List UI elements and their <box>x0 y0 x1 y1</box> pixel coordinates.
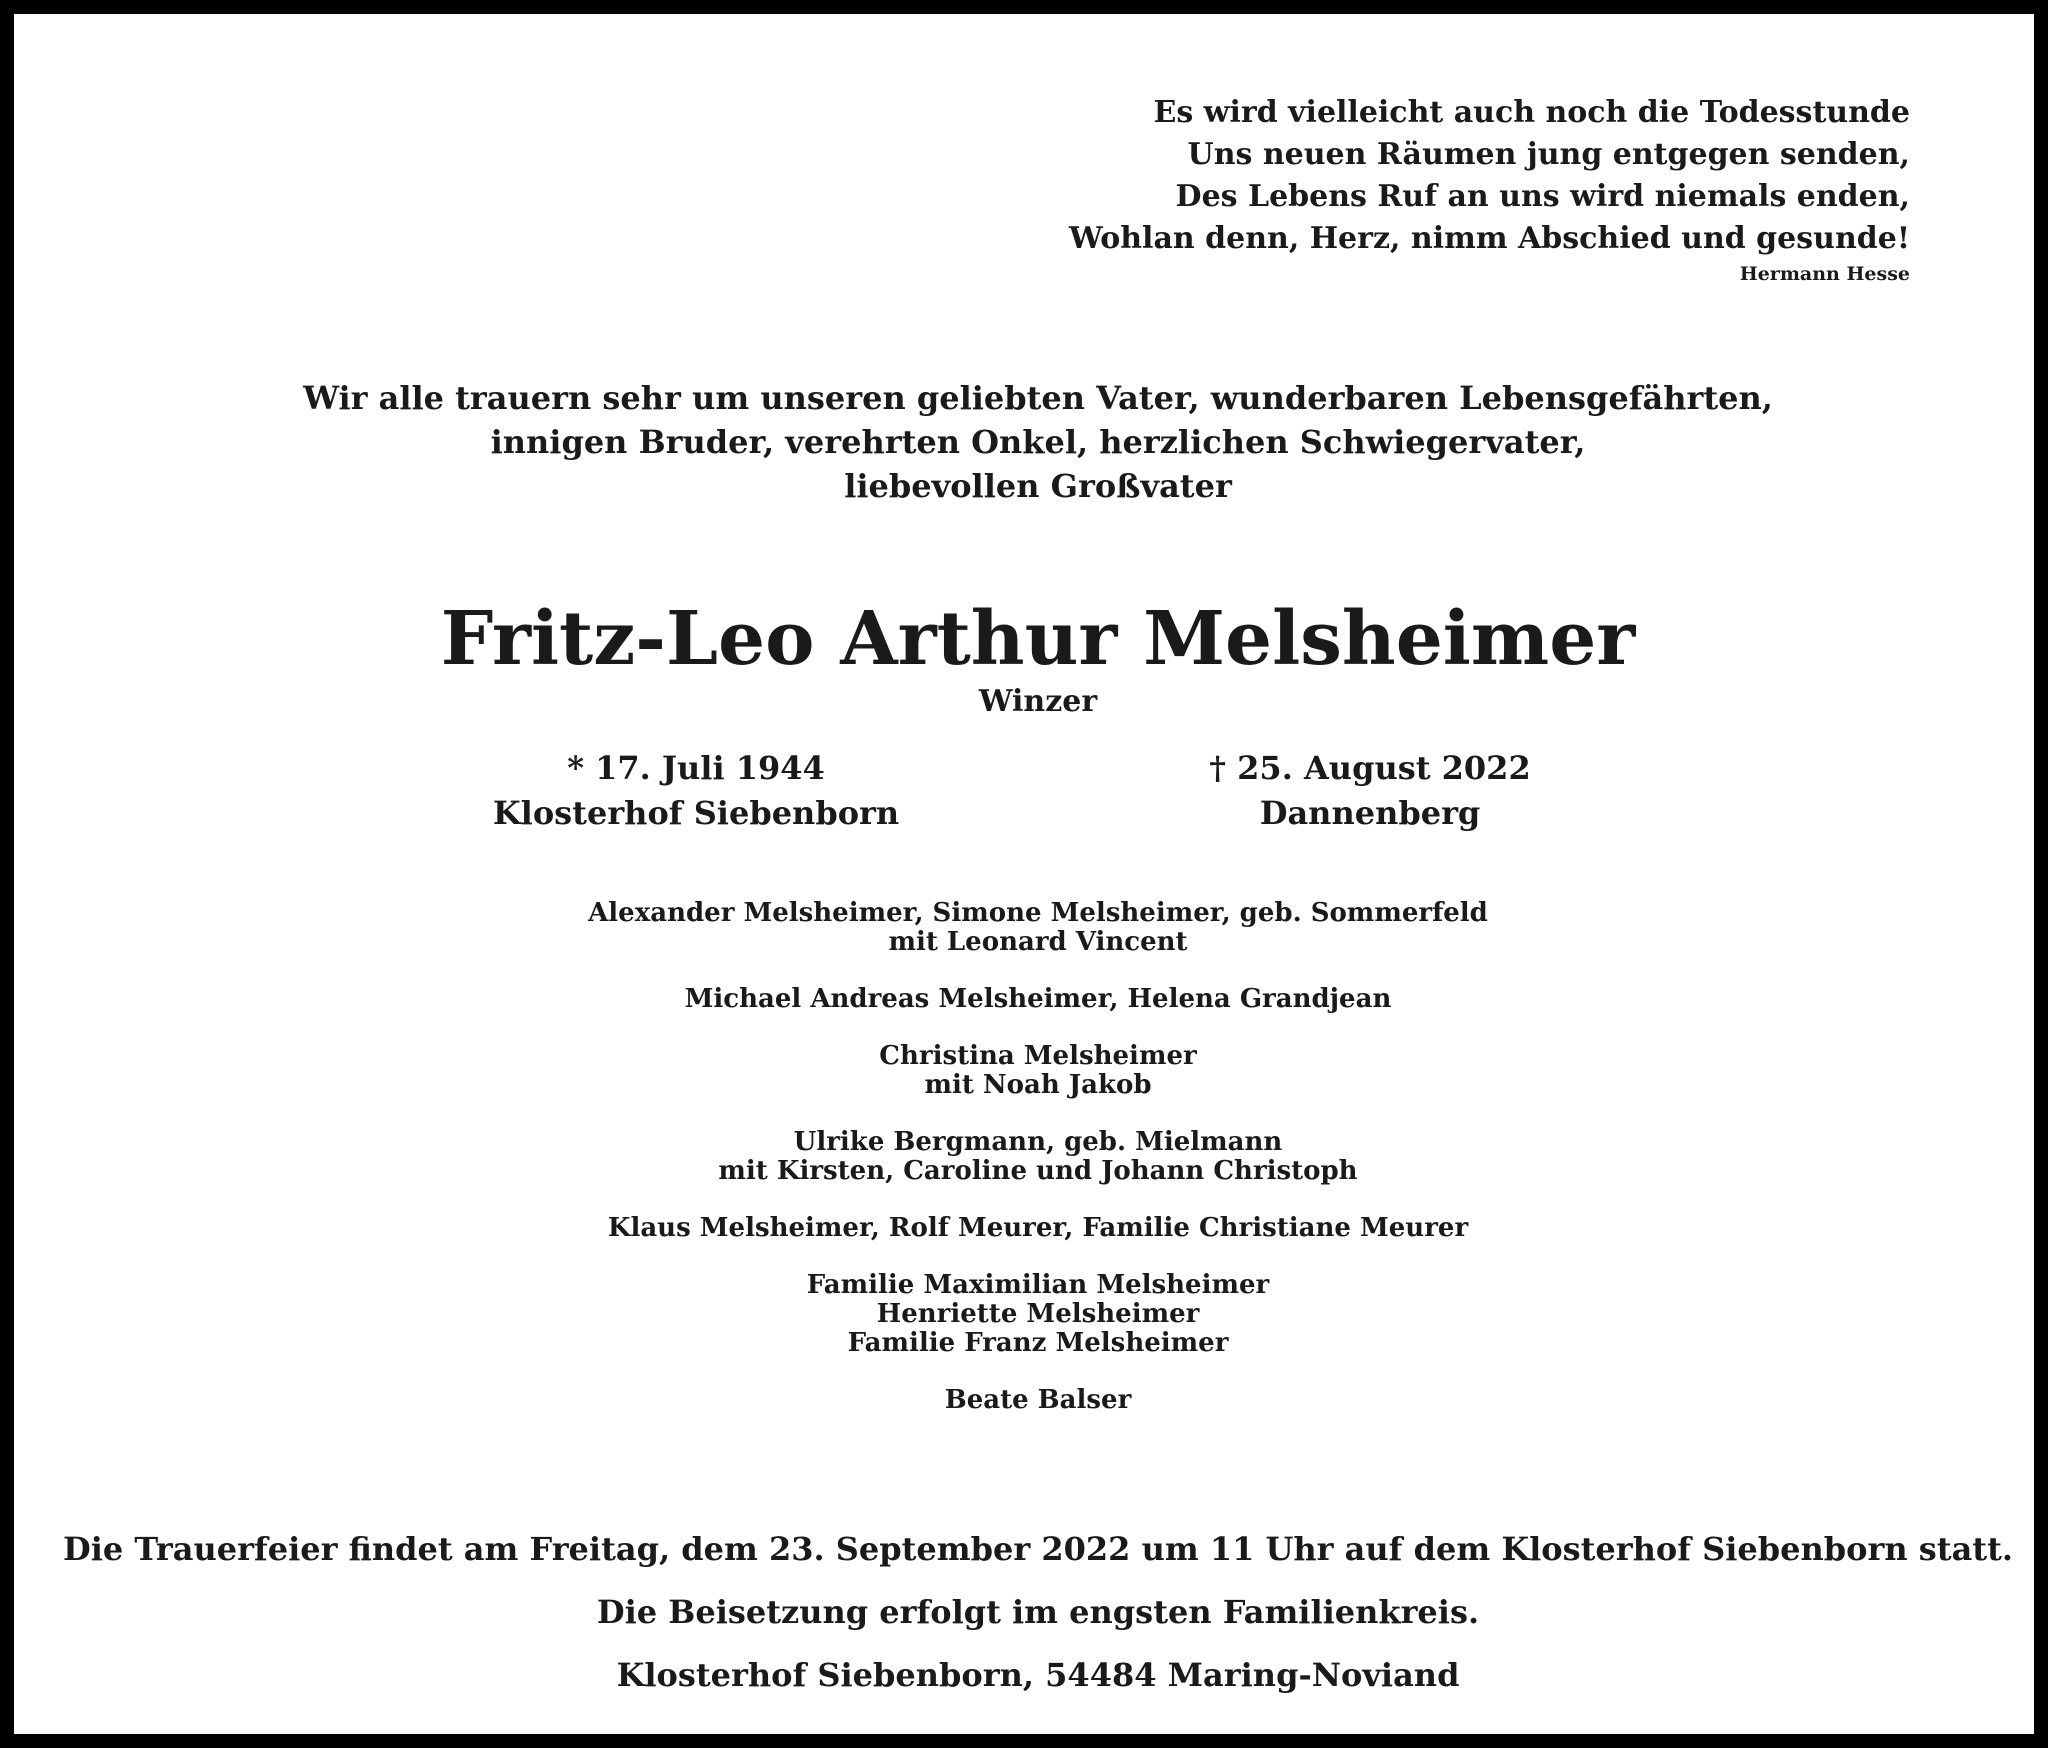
poem-line-4: Wohlan denn, Herz, nimm Abschied und gesunde! <box>1068 221 1910 256</box>
mourner-line: mit Leonard Vincent <box>888 927 1188 957</box>
intro-text <box>14 376 2048 508</box>
death-date: † 25. August 2022 <box>1209 749 1531 787</box>
mourner-line: mit Noah Jakob <box>924 1070 1152 1100</box>
birth-date: * 17. Juli 1944 <box>567 749 825 787</box>
burial-line: Die Beisetzung erfolgt im engsten Familienkreis. <box>596 1593 1480 1631</box>
mourner-group <box>14 1042 2048 1100</box>
mourner-line: Beate Balser <box>944 1385 1132 1415</box>
mourner-line: mit Kirsten, Caroline und Johann Christoph <box>718 1156 1358 1186</box>
mourner-group <box>14 1386 2048 1415</box>
poem-author: Hermann Hesse <box>1739 263 1910 285</box>
mourner-group <box>14 1271 2048 1358</box>
funeral-info <box>14 1518 2048 1707</box>
poem-block <box>1069 92 1910 288</box>
mourner-line: Familie Franz Melsheimer <box>847 1328 1229 1358</box>
intro-line-2: innigen Bruder, verehrten Onkel, herzlichen Schwiegervater, <box>490 423 1586 461</box>
mourner-line: Klaus Melsheimer, Rolf Meurer, Familie Christiane Meurer <box>607 1213 1469 1243</box>
death-info <box>1110 746 1630 836</box>
mourner-line: Christina Melsheimer <box>879 1041 1197 1071</box>
birth-place: Klosterhof Siebenborn <box>492 794 900 832</box>
deceased-profession: Winzer <box>978 684 1098 719</box>
mourner-group <box>14 1128 2048 1186</box>
mourner-line: Alexander Melsheimer, Simone Melsheimer, geb. Sommerfeld <box>588 898 1488 928</box>
poem-line-3: Des Lebens Ruf an uns wird niemals enden, <box>1175 179 1910 214</box>
death-place: Dannenberg <box>1259 794 1481 832</box>
birth-info <box>436 746 956 836</box>
mourner-group <box>14 985 2048 1014</box>
intro-line-1: Wir alle trauern sehr um unseren geliebten Vater, wunderbaren Lebensgefährten, <box>303 379 1773 417</box>
deceased-name: Fritz-Leo Arthur Melsheimer <box>440 596 1636 682</box>
address-line: Klosterhof Siebenborn, 54484 Maring-Noviand <box>616 1656 1460 1694</box>
poem-line-2: Uns neuen Räumen jung entgegen senden, <box>1187 137 1910 172</box>
mourner-line: Henriette Melsheimer <box>876 1299 1200 1329</box>
mourner-group <box>14 1214 2048 1243</box>
mourners-list <box>14 899 2048 1443</box>
mourner-line: Ulrike Bergmann, geb. Mielmann <box>793 1127 1283 1157</box>
funeral-service-line: Die Trauerfeier findet am Freitag, dem 23. September 2022 um 11 Uhr auf dem Klosterhof Siebenborn statt. <box>63 1530 2013 1568</box>
poem-line-1: Es wird vielleicht auch noch die Todesstunde <box>1153 95 1910 130</box>
intro-line-3: liebevollen Großvater <box>844 467 1232 505</box>
mourner-line: Familie Maximilian Melsheimer <box>806 1270 1270 1300</box>
mourner-group <box>14 899 2048 957</box>
mourner-line: Michael Andreas Melsheimer, Helena Grandjean <box>684 984 1392 1014</box>
